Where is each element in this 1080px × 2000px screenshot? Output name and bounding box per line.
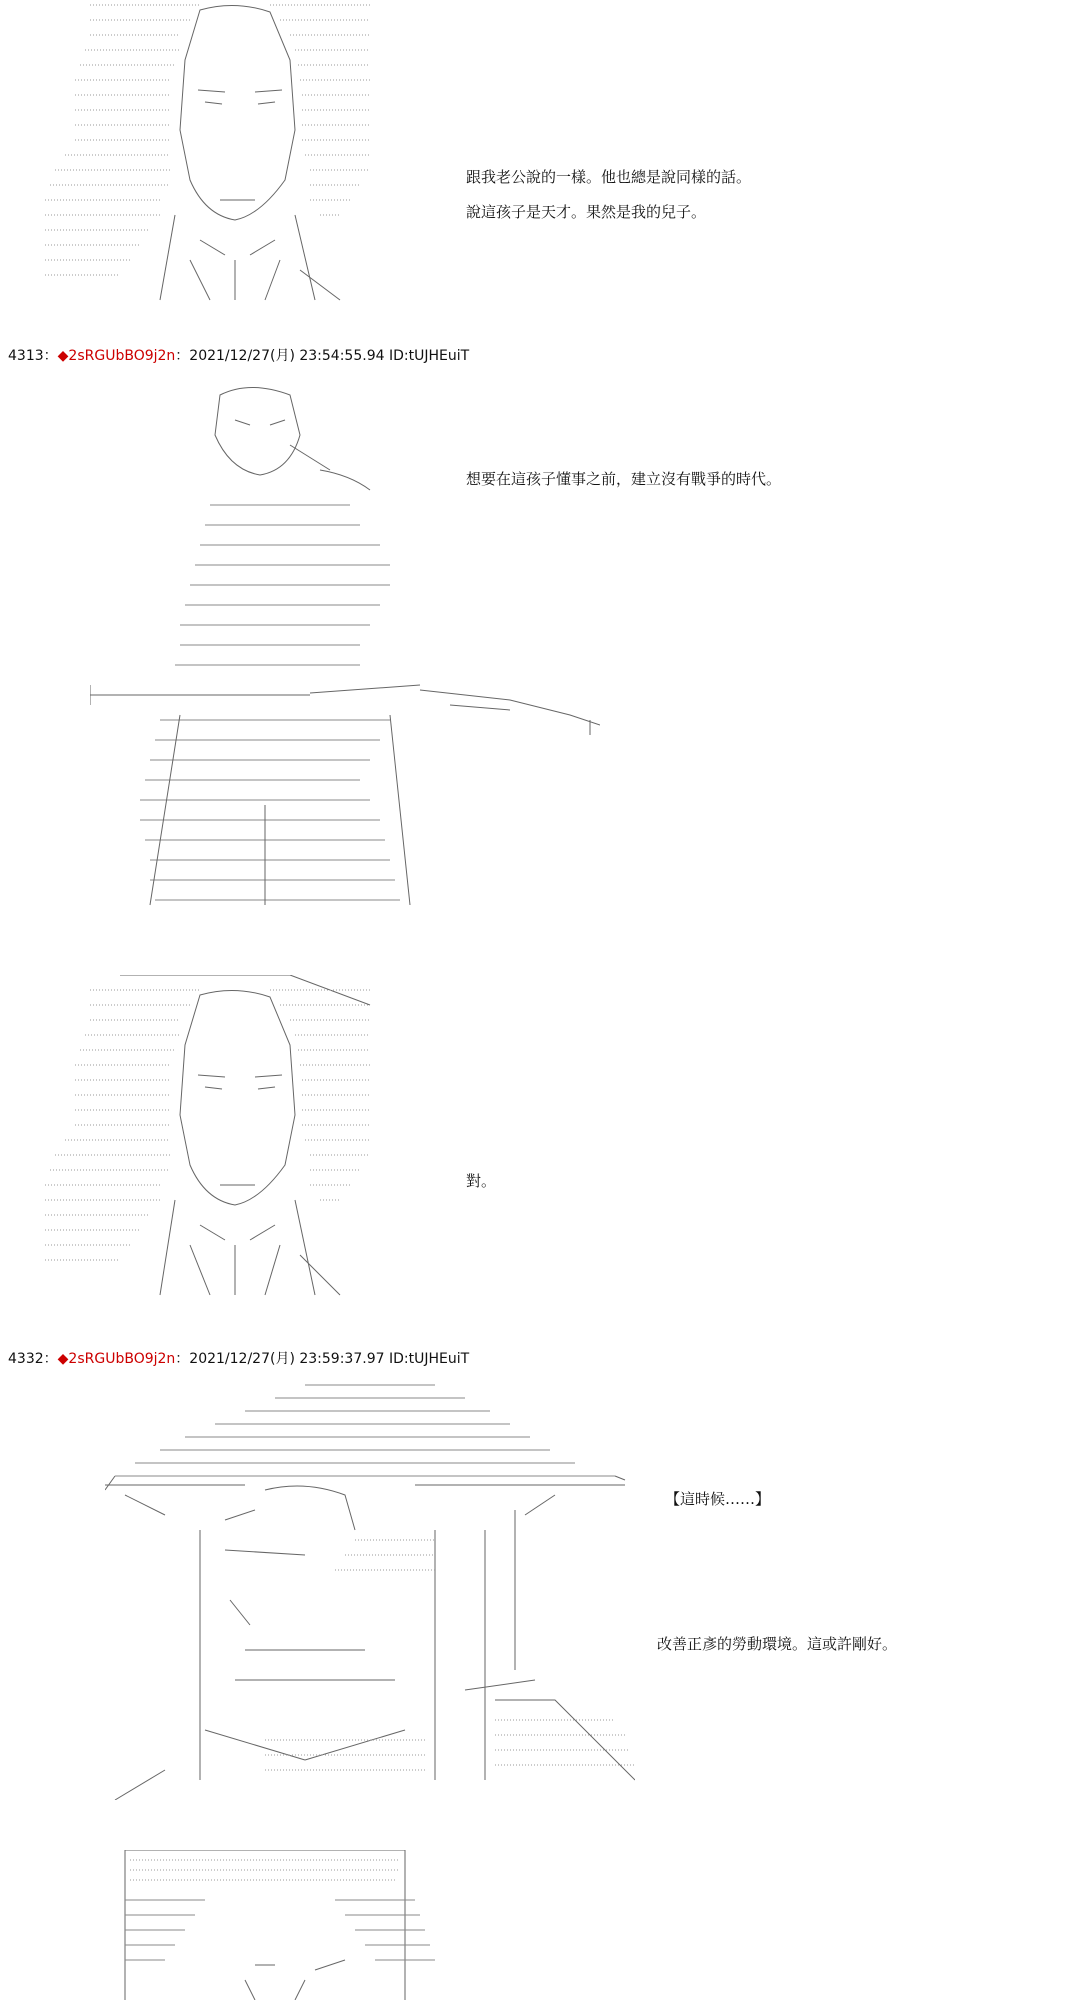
- ascii-art-hat-figure-drawing: [105, 1380, 635, 1800]
- trip-diamond-icon: ◆: [57, 348, 69, 364]
- ascii-art-child-with-gun: [90, 375, 600, 915]
- dialogue-panel4-line1: 【這時候……】: [665, 1490, 771, 1508]
- post-datetime-id: ：2021/12/27(月) 23:59:37.97 ID:tUJHEuiT: [175, 1351, 470, 1367]
- post-header-4313: [8, 345, 469, 365]
- trip-diamond-icon: ◆: [57, 1351, 69, 1367]
- dialogue-panel3-line1: 對。: [466, 1172, 497, 1190]
- ascii-art-child-drawing: [90, 375, 600, 915]
- dialogue-panel2-line1: 想要在這孩子懂事之前，建立沒有戰爭的時代。: [466, 470, 782, 488]
- ascii-art-mother-2-drawing: [40, 975, 380, 1320]
- post-header-4332: [8, 1348, 469, 1368]
- ascii-art-mother-1: [40, 0, 380, 310]
- post-tripcode[interactable]: 2sRGUbBO9j2n: [68, 348, 176, 364]
- post-number: 4313: [8, 348, 44, 364]
- dialogue-panel1-line2: 說這孩子是天才。果然是我的兒子。: [466, 203, 707, 221]
- ascii-art-mother-1-drawing: [40, 0, 380, 310]
- ascii-art-hat-figure: [105, 1380, 635, 1800]
- post-separator: ：: [43, 1351, 58, 1367]
- post-tripcode[interactable]: 2sRGUbBO9j2n: [68, 1351, 176, 1367]
- dialogue-panel1-line1: 跟我老公說的一樣。他也總是說同樣的話。: [466, 168, 752, 186]
- ascii-art-mother-2: [40, 975, 380, 1320]
- ascii-art-bottom-figure: [105, 1850, 435, 2000]
- post-separator: ：: [43, 348, 58, 364]
- ascii-art-bottom-figure-drawing: [105, 1850, 435, 2000]
- post-number: 4332: [8, 1351, 44, 1367]
- post-datetime-id: ：2021/12/27(月) 23:54:55.94 ID:tUJHEuiT: [175, 348, 470, 364]
- dialogue-panel4-line2: 改善正彥的勞動環境。這或許剛好。: [657, 1635, 898, 1653]
